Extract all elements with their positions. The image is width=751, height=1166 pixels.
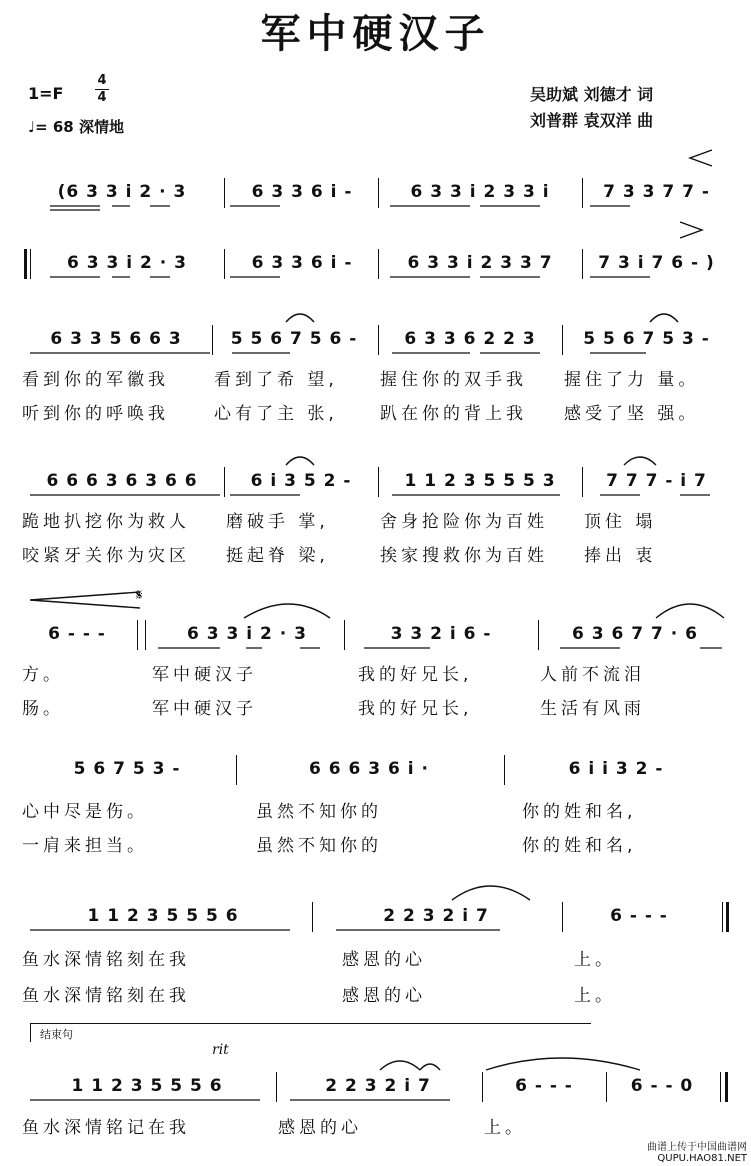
measure: 6 3 3 i 2 3 3 7 <box>407 253 553 273</box>
tempo-marking: ♩= 68 深情地 <box>28 118 124 136</box>
lyric: 人前不流泪 <box>540 665 645 685</box>
site-watermark <box>647 1142 747 1164</box>
time-bottom: 4 <box>97 90 107 105</box>
lyric: 上。 <box>574 986 616 1006</box>
lyric: 鱼水深情铭刻在我 <box>22 986 190 1006</box>
measure: 6 - - - <box>48 624 106 644</box>
measure: 6 - - - <box>515 1076 573 1096</box>
measure: 6 i 3 5 2 - <box>250 471 352 491</box>
measure: 6 3 3 i 2 · 3 <box>187 624 307 644</box>
slur <box>650 314 678 322</box>
lyric: 看到了希 望, <box>214 370 338 390</box>
lyric: 军中硬汉子 <box>152 699 257 719</box>
lyric: 鱼水深情铭刻在我 <box>22 950 190 970</box>
measure: 5 6 7 5 3 - <box>73 759 181 779</box>
lyric: 咬紧牙关你为灾区 <box>22 546 190 566</box>
lyric: 看到你的军徽我 <box>22 370 169 390</box>
lyric: 肠。 <box>22 699 64 719</box>
measure: 1 1 2 3 5 5 5 6 <box>71 1076 223 1096</box>
slur <box>624 457 656 465</box>
lyric: 磨破手 掌, <box>226 512 329 532</box>
measure: 6 - - - <box>610 906 668 926</box>
lyric: 握住了力 量。 <box>564 370 700 390</box>
slur <box>452 886 530 900</box>
lyric: 心中尽是伤。 <box>22 802 148 822</box>
lyric: 心有了主 张, <box>214 404 338 424</box>
measure: 6 6 6 3 6 3 6 6 <box>46 471 198 491</box>
watermark-line: 曲谱上传于中国曲谱网 <box>647 1142 747 1153</box>
crescendo-mark <box>690 150 712 166</box>
measure: 6 3 3 6 i - <box>251 182 353 202</box>
measure: 2 2 3 2 i 7 <box>383 906 489 926</box>
lyric: 生活有风雨 <box>540 699 645 719</box>
lyric: 上。 <box>574 950 616 970</box>
lyric: 我的好兄长, <box>358 665 473 685</box>
measure: 6 3 3 6 i - <box>251 253 353 273</box>
lyric: 鱼水深情铭记在我 <box>22 1118 190 1138</box>
measure: 7 3 i 7 6 - ) <box>598 253 715 273</box>
lyric: 方。 <box>22 665 64 685</box>
lyric: 虽然不知你的 <box>256 802 382 822</box>
watermark-url: QUPU.HAO81.NET <box>657 1153 747 1164</box>
lyric: 一肩来担当。 <box>22 836 148 856</box>
ending-label: 结束句 <box>40 1028 73 1041</box>
measure: 6 6 6 3 6 i · <box>309 759 429 779</box>
time-top: 4 <box>97 73 107 88</box>
lyric: 跪地扒挖你为救人 <box>22 512 190 532</box>
measure: 1 1 2 3 5 5 5 6 <box>87 906 239 926</box>
lyric: 军中硬汉子 <box>152 665 257 685</box>
slur <box>656 604 724 618</box>
lyric: 舍身抢险你为百姓 <box>380 512 548 532</box>
measure: 6 3 6 7 7 · 6 <box>572 624 698 644</box>
measure: 7 7 7 - i 7 <box>606 471 707 491</box>
measure: 6 3 3 i 2 · 3 <box>67 253 187 273</box>
measure: 6 3 3 6 2 2 3 <box>404 329 536 349</box>
measure: 6 3 3 5 6 6 3 <box>50 329 182 349</box>
measure: 2 2 3 2 i 7 <box>325 1076 431 1096</box>
decrescendo-mark <box>680 222 702 238</box>
slur <box>486 1058 640 1070</box>
lyric: 感受了坚 强。 <box>564 404 700 424</box>
key-signature: 1=F <box>28 84 64 103</box>
lyric: 上。 <box>484 1118 526 1138</box>
lyric: 挨家搜救你为百姓 <box>380 546 548 566</box>
lyric: 感恩的心 <box>342 986 426 1006</box>
composer-credit: 刘普群 袁双洋 曲 <box>530 111 654 130</box>
lyric: 捧出 衷 <box>584 546 657 566</box>
lyric: 听到你的呼唤我 <box>22 404 169 424</box>
measure: 5 5 6 7 5 6 - <box>230 329 358 349</box>
lyric: 趴在你的背上我 <box>380 404 527 424</box>
measure: 1 1 2 3 5 5 5 3 <box>404 471 556 491</box>
slur <box>286 314 314 322</box>
measure: 6 3 3 i 2 3 3 i <box>410 182 550 202</box>
rit-marking: rit <box>212 1042 229 1058</box>
measure: (6 3 3 i 2 · 3 <box>57 182 187 202</box>
lyric: 你的姓和名, <box>522 836 637 856</box>
lyric: 你的姓和名, <box>522 802 637 822</box>
measure: 6 - - 0 <box>630 1076 694 1096</box>
lyric: 握住你的双手我 <box>380 370 527 390</box>
lyric: 挺起脊 梁, <box>226 546 329 566</box>
crescendo-mark <box>30 592 140 608</box>
lyric: 感恩的心 <box>342 950 426 970</box>
beam-lines <box>50 206 630 210</box>
lyric: 我的好兄长, <box>358 699 473 719</box>
lyric: 虽然不知你的 <box>256 836 382 856</box>
lyric: 感恩的心 <box>278 1118 362 1138</box>
measure: 7 3 3 7 7 - <box>603 182 710 202</box>
slur <box>244 604 330 618</box>
lyric: 顶住 塌 <box>584 512 657 532</box>
song-title: 军中硬汉子 <box>260 11 491 57</box>
slur <box>286 457 314 465</box>
measure: 3 3 2 i 6 - <box>390 624 492 644</box>
slur <box>420 1064 440 1070</box>
measure: 5 5 6 7 5 3 - <box>583 329 710 349</box>
lyricist-credit: 吴助斌 刘德才 词 <box>530 85 654 104</box>
segno-mark: 𝄋 <box>136 586 143 604</box>
measure: 6 i i 3 2 - <box>568 759 664 779</box>
slur <box>380 1061 420 1070</box>
